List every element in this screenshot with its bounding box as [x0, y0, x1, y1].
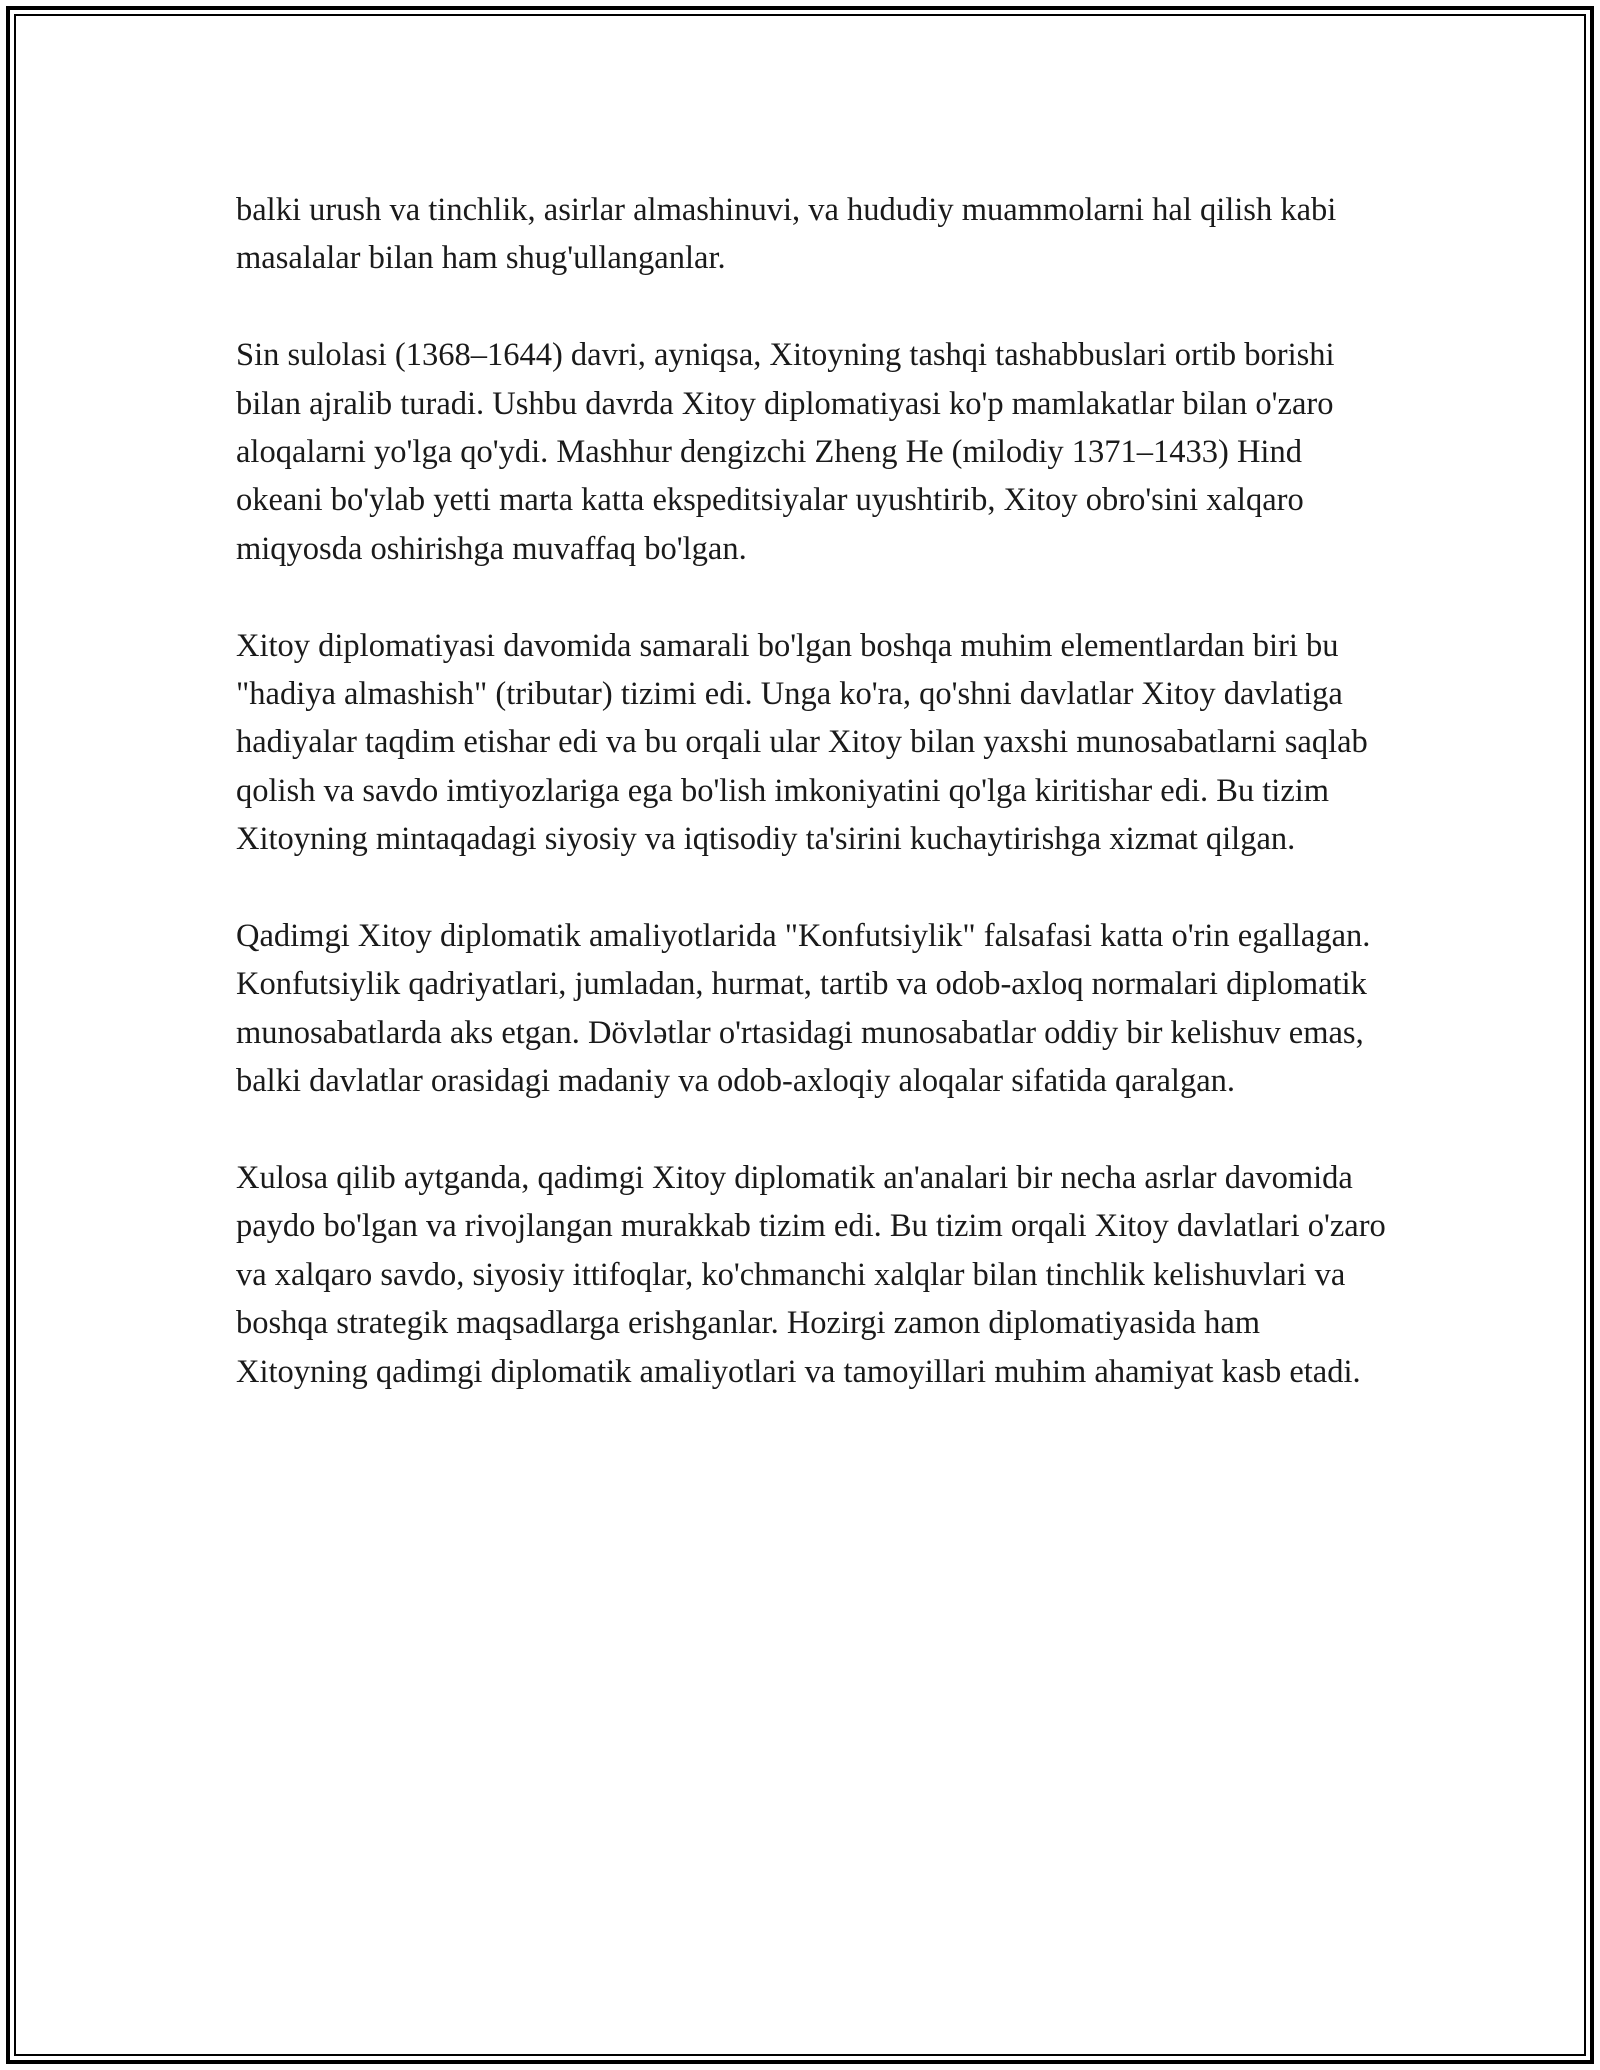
paragraph-2: Sin sulolasi (1368–1644) davri, ayniqsa, Xitoyning tashqi tashabbuslari ortib borishi bilan ajralib turadi. Ushbu davrda Xitoy diplomatiyasi ko'p mamlakatlar bilan o'zaro aloqalarni yo'lga qo'ydi. Mashhur dengizchi Zheng He (milodiy 1371–1433) Hind okeani bo'ylab yetti marta katta ekspeditsiyalar uyushtirib, Xitoy obro'sini xalqaro miqyosda oshirishga muvaffaq bo'lgan. [236, 337, 1335, 567]
paragraph-3: Xitoy diplomatiyasi davomida samarali bo'lgan boshqa muhim elementlardan biri bu "hadiya almashish" (tributar) tizimi edi. Unga ko'ra, qo'shni davlatlar Xitoy davlatiga hadiyalar taqdim etishar edi va bu orqali ular Xitoy bilan yaxshi munosabatlarni saqlab qolish va savdo imtiyozlariga ega bo'lish imkoniyatini qo'lga kiritishar edi. Bu tizim Xitoyning mintaqadagi siyosiy va iqtisodiy ta'sirini kuchaytirishga xizmat qilgan. [236, 627, 1368, 858]
document-body [236, 186, 1396, 1444]
paragraph-5: Xulosa qilib aytganda, qadimgi Xitoy diplomatik an'analari bir necha asrlar davomida paydo bo'lgan va rivojlangan murakkab tizim edi. Bu tizim orqali Xitoy davlatlari o'zaro va xalqaro savdo, siyosiy ittifoqlar, ko'chmanchi xalqlar bilan tinchlik kelishuvlari va boshqa strategik maqsadlarga erishganlar. Hozirgi zamon diplomatiyasida ham Xitoyning qadimgi diplomatik amaliyotlari va tamoyillari muhim ahamiyat kasb etadi. [236, 1160, 1386, 1390]
paragraph-1: balki urush va tinchlik, asirlar almashinuvi, va hududiy muammolarni hal qilish kabi masalalar bilan ham shug'ullanganlar. [236, 192, 1337, 277]
paragraph-4: Qadimgi Xitoy diplomatik amaliyotlarida "Konfutsiylik" falsafasi katta o'rin egallagan. Konfutsiylik qadriyatlari, jumladan, hurmat, tartib va odob-axloq normalari diplomatik munosabatlarda aks etgan. Dövlətlar o'rtasidagi munosabatlar oddiy bir kelishuv emas, balki davlatlar orasidagi madaniy va odob-axloqiy aloqalar sifatida qaralgan. [236, 918, 1371, 1100]
